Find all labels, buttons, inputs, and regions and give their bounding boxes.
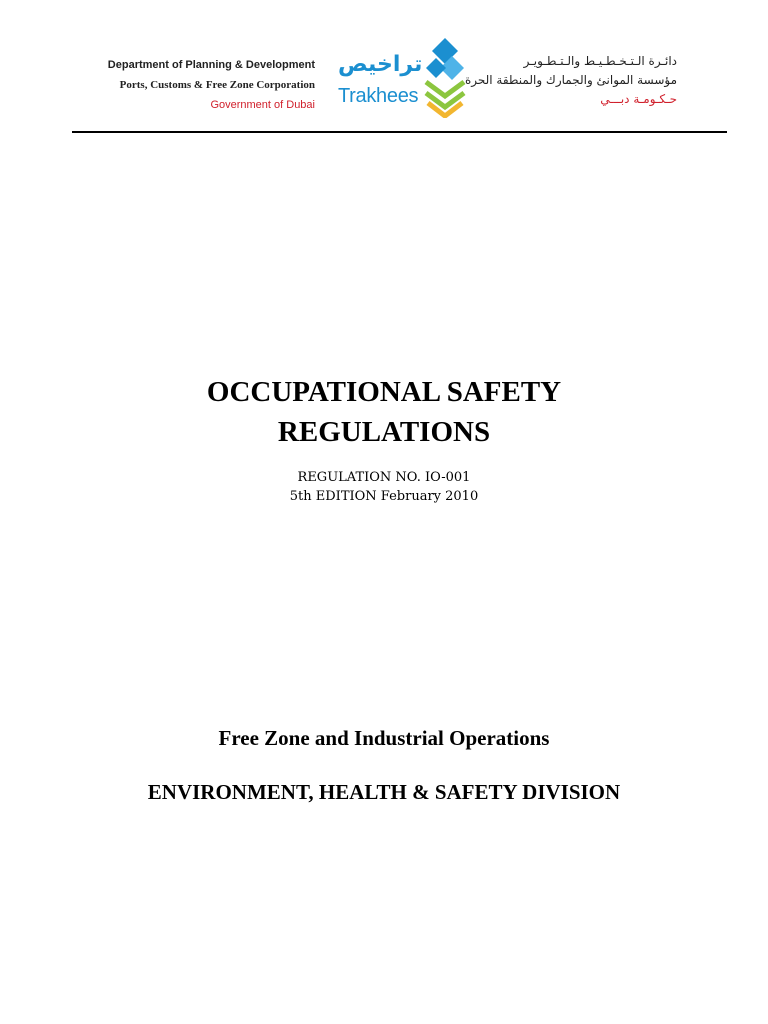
division-name: ENVIRONMENT, HEALTH & SAFETY DIVISION	[147, 780, 621, 804]
corporation-name-arabic: مؤسسة الموانئ والجمارك والمنطقة الحرة	[464, 73, 677, 87]
department-name-arabic: دائـرة الـتـخـطـيـط والـتـطـويـر	[523, 54, 677, 68]
logo-latin-text: Trakhees	[338, 85, 419, 107]
title-line-1: OCCUPATIONAL SAFETY	[206, 376, 562, 408]
trakhees-mark-icon	[422, 38, 468, 118]
government-name-arabic: حـكـومـة دبـــي	[600, 92, 677, 106]
trakhees-logo	[336, 38, 468, 122]
logo-arabic-text: تراخيص	[338, 52, 423, 77]
edition-date: 5th EDITION February 2010	[289, 489, 479, 504]
logo-mark-chevron-1	[426, 82, 464, 96]
regulation-info	[84, 468, 684, 506]
government-name: Government of Dubai	[210, 99, 315, 111]
title-line-2: REGULATIONS	[277, 416, 491, 448]
organization-name: Free Zone and Industrial Operations	[218, 726, 550, 750]
department-name: Department of Planning & Development	[107, 59, 315, 71]
letterhead	[0, 0, 768, 135]
department-names-arabic	[464, 52, 677, 109]
document-title	[84, 372, 684, 452]
corporation-name: Ports, Customs & Free Zone Corporation	[119, 79, 315, 91]
header-divider	[72, 131, 727, 133]
department-names-english	[100, 55, 315, 115]
regulation-number: REGULATION NO. IO-001	[297, 470, 471, 485]
